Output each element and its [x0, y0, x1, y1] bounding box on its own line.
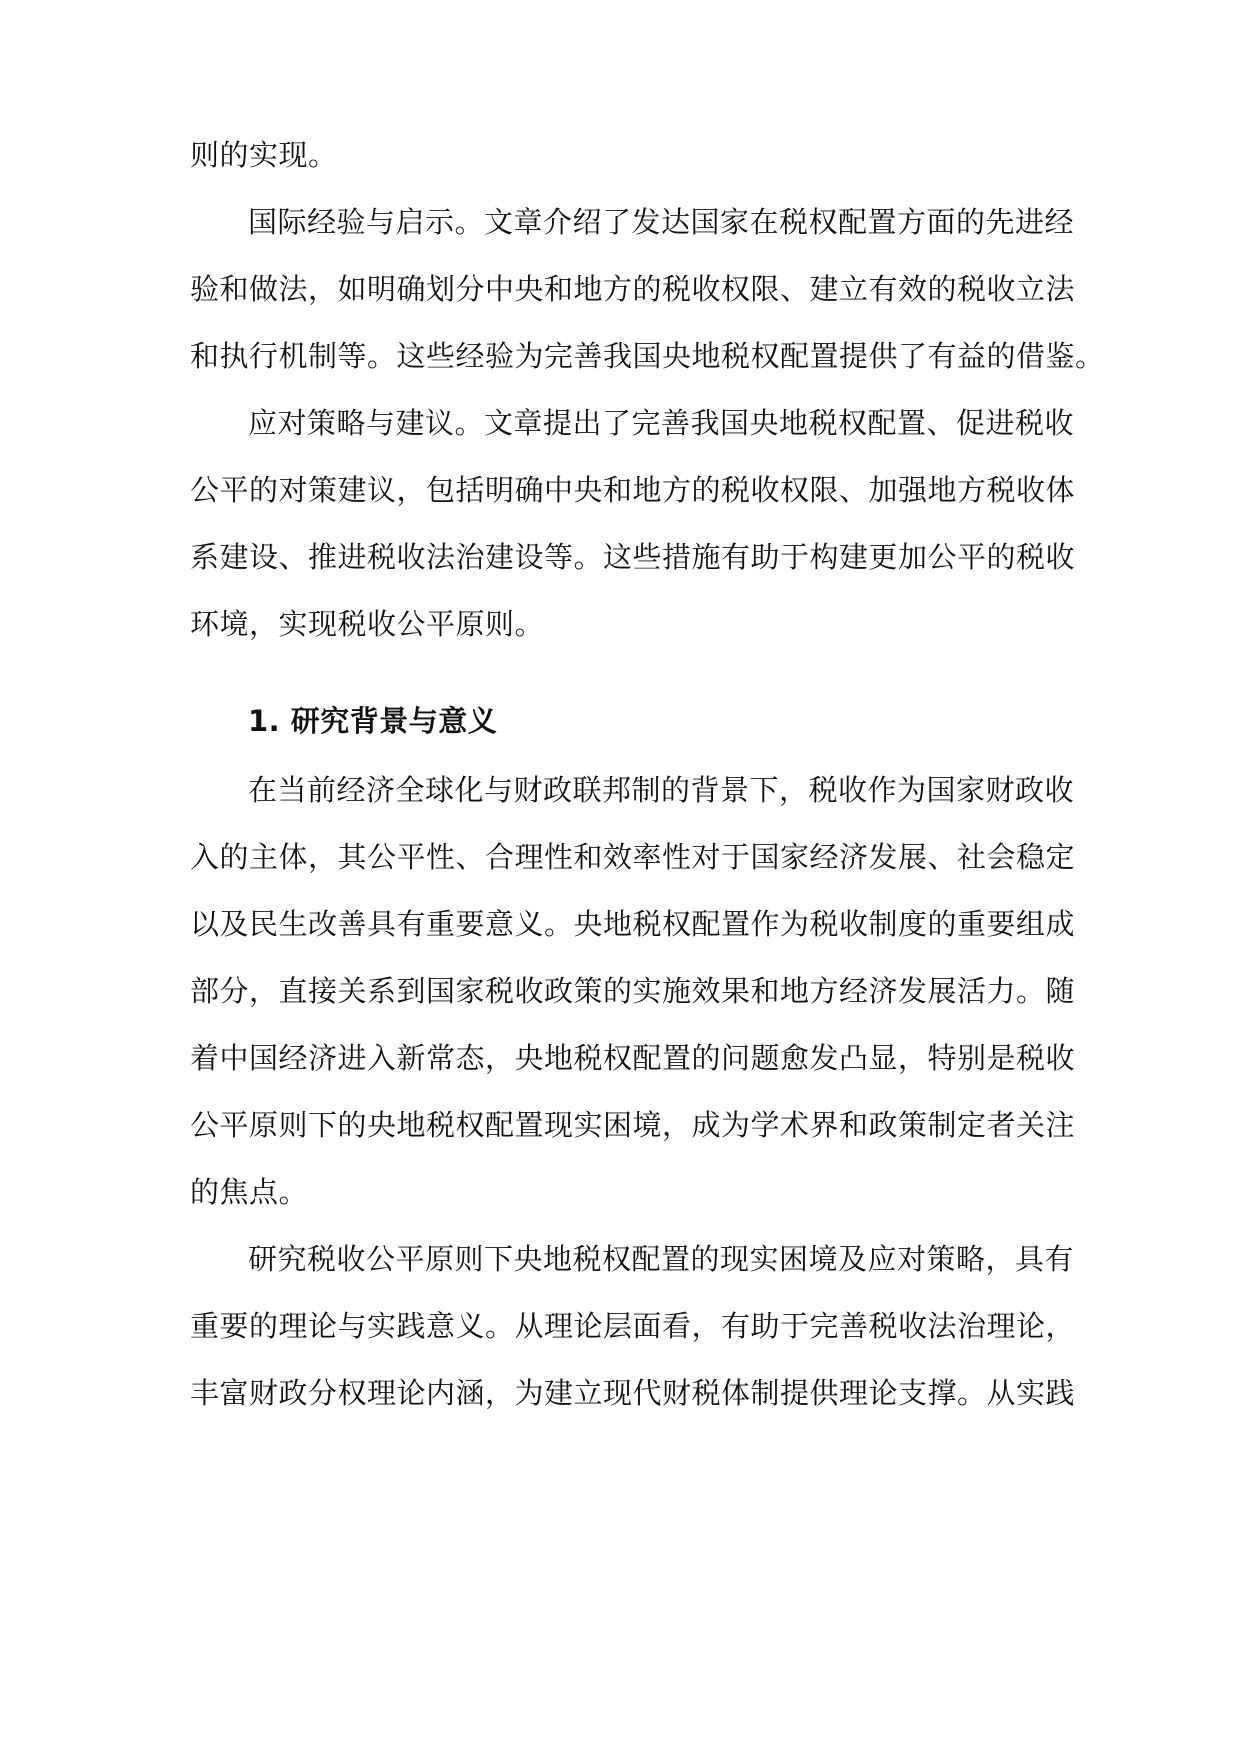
paragraph-line: 的焦点。: [190, 1175, 309, 1209]
paragraph-line: 应对策略与建议。文章提出了完善我国央地税权配置、促进税收: [248, 406, 1075, 440]
paragraph-line: 和执行机制等。这些经验为完善我国央地税权配置提供了有益的借鉴。: [190, 339, 1105, 373]
paragraph-line: 环境，实现税收公平原则。: [190, 607, 545, 641]
paragraph-line: 系建设、推进税收法治建设等。这些措施有助于构建更加公平的税收: [190, 540, 1076, 574]
paragraph-line: 公平原则下的央地税权配置现实困境，成为学术界和政策制定者关注: [190, 1108, 1076, 1142]
section-heading: 1. 研究背景与意义: [248, 704, 498, 738]
paragraph-line: 着中国经济进入新常态，央地税权配置的问题愈发凸显，特别是税收: [190, 1041, 1076, 1075]
paragraph-line: 公平的对策建议，包括明确中央和地方的税收权限、加强地方税收体: [190, 473, 1076, 507]
paragraph-line: 研究税收公平原则下央地税权配置的现实困境及应对策略，具有: [248, 1242, 1075, 1276]
paragraph-line: 部分，直接关系到国家税收政策的实施效果和地方经济发展活力。随: [190, 974, 1076, 1008]
paragraph-line: 以及民生改善具有重要意义。央地税权配置作为税收制度的重要组成: [190, 907, 1076, 941]
paragraph-line: 入的主体，其公平性、合理性和效率性对于国家经济发展、社会稳定: [190, 840, 1076, 874]
paragraph-line: 则的实现。: [190, 138, 338, 172]
paragraph-line: 丰富财政分权理论内涵，为建立现代财税体制提供理论支撑。从实践: [190, 1376, 1076, 1410]
paragraph-line: 重要的理论与实践意义。从理论层面看，有助于完善税收法治理论，: [190, 1309, 1076, 1343]
paragraph-line: 国际经验与启示。文章介绍了发达国家在税权配置方面的先进经: [248, 205, 1075, 239]
paragraph-line: 在当前经济全球化与财政联邦制的背景下，税收作为国家财政收: [248, 773, 1075, 807]
paragraph-line: 验和做法，如明确划分中央和地方的税收权限、建立有效的税收立法: [190, 272, 1076, 306]
